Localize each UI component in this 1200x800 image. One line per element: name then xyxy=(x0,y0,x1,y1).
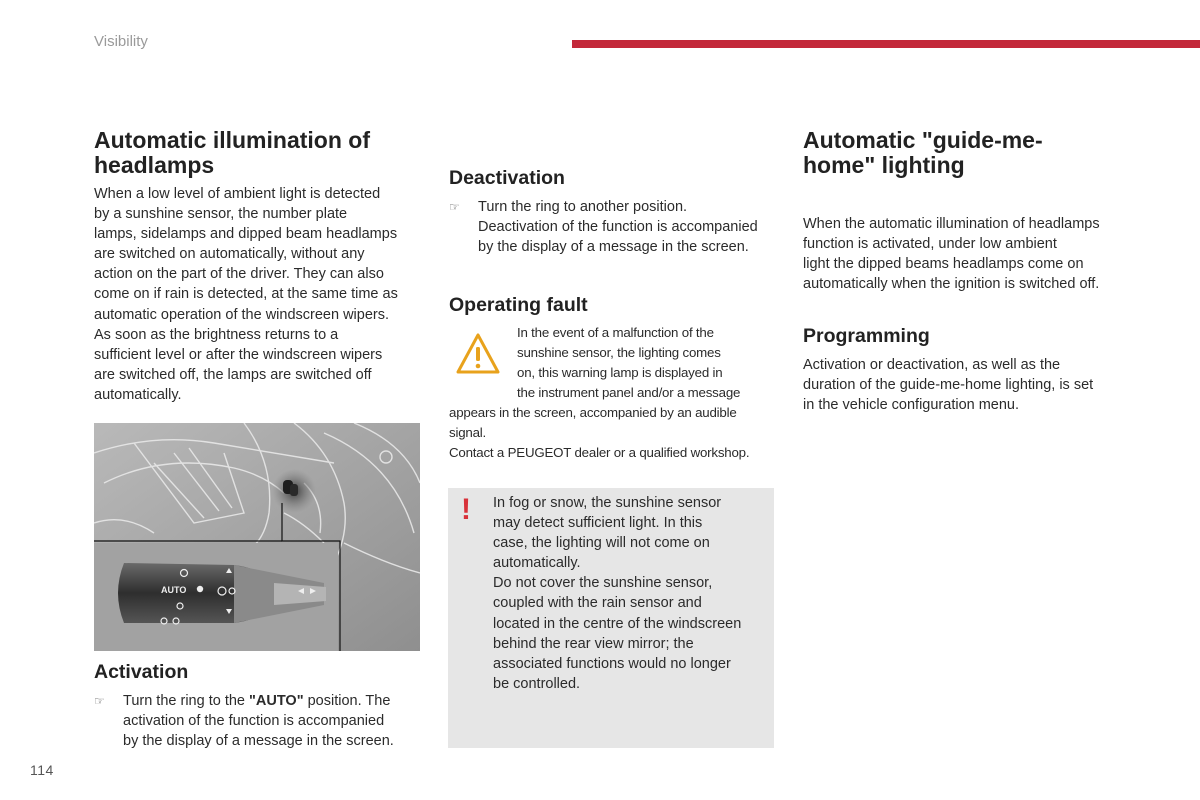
programming-line: duration of the guide-me-home lighting, is set xyxy=(803,377,1094,394)
deactivation-text xyxy=(449,197,779,257)
activation-line1-post: position. The xyxy=(303,693,391,709)
fault-text-indented xyxy=(517,323,777,403)
intro-line: automatically. xyxy=(94,386,182,403)
note-line: Do not cover the sunshine sensor, xyxy=(493,575,713,592)
fault-line: the instrument panel and/or a message xyxy=(517,385,741,401)
programming-heading: Programming xyxy=(803,325,930,347)
illustration-svg xyxy=(94,423,420,651)
note-line: In fog or snow, the sunshine sensor xyxy=(493,495,722,511)
note-line: be controlled. xyxy=(493,675,581,692)
intro-line: As soon as the brightness returns to a xyxy=(94,326,339,343)
right-title xyxy=(803,128,1143,178)
fault-line: Contact a PEUGEOT dealer or a qualified workshop. xyxy=(449,445,750,461)
note-line: may detect sufficient light. In this xyxy=(493,515,703,532)
note-line: located in the centre of the windscreen xyxy=(493,615,742,632)
fault-line: appears in the screen, accompanied by an audible xyxy=(449,405,737,420)
intro-line: When a low level of ambient light is detected xyxy=(94,186,381,202)
programming-line: in the vehicle configuration menu. xyxy=(803,397,1020,414)
right-title-line1: Automatic "guide-me- xyxy=(803,127,1043,153)
page-number: 114 xyxy=(30,762,54,778)
intro-line: lamps, sidelamps and dipped beam headlamps xyxy=(94,226,398,243)
left-title-line2: headlamps xyxy=(94,152,215,178)
guide-me-home-text xyxy=(803,214,1143,294)
note-line: case, the lighting will not come on xyxy=(493,535,710,552)
guide-line: function is activated, under low ambient xyxy=(803,236,1057,253)
deactivation-line: by the display of a message in the screen. xyxy=(478,239,749,256)
hand-pointer-icon: ☞ xyxy=(449,200,460,214)
intro-line: come on if rain is detected, at the same time as xyxy=(94,286,398,303)
fault-line: In the event of a malfunction of the xyxy=(517,325,714,340)
note-line: associated functions would no longer xyxy=(493,655,731,672)
section-label: Visibility xyxy=(94,33,148,50)
fault-line: sunshine sensor, the lighting comes xyxy=(517,345,721,361)
activation-text xyxy=(94,691,434,751)
note-line: coupled with the rain sensor and xyxy=(493,595,702,612)
intro-line: by a sunshine sensor, the number plate xyxy=(94,206,348,223)
note-line: automatically. xyxy=(493,555,581,572)
programming-line: Activation or deactivation, as well as the xyxy=(803,357,1061,373)
guide-line: When the automatic illumination of headlamps xyxy=(803,216,1100,232)
header-accent-bar xyxy=(572,40,1200,48)
operating-fault-heading: Operating fault xyxy=(449,294,588,316)
left-title xyxy=(94,128,434,178)
activation-lines xyxy=(123,691,394,751)
auto-label: AUTO xyxy=(161,585,187,595)
activation-line3: by the display of a message in the screen. xyxy=(123,733,394,750)
left-title-line1: Automatic illumination of xyxy=(94,127,370,153)
hand-pointer-icon: ☞ xyxy=(94,694,105,708)
intro-line: are switched off, the lamps are switched off xyxy=(94,366,372,383)
deactivation-lines xyxy=(478,197,758,257)
guide-line: automatically when the ignition is switched off. xyxy=(803,276,1100,293)
activation-bullet xyxy=(94,691,434,751)
intro-line: automatic operation of the windscreen wipers. xyxy=(94,306,389,323)
deactivation-bullet xyxy=(449,197,779,257)
right-title-line2: home" lighting xyxy=(803,152,965,178)
activation-line1 xyxy=(123,691,394,711)
fault-text-full xyxy=(449,403,779,463)
note-text xyxy=(493,493,768,694)
intro-line: are switched on automatically, without any xyxy=(94,246,365,263)
intro-line: sufficient level or after the windscreen wipers xyxy=(94,346,383,363)
activation-line2: activation of the function is accompanied xyxy=(123,713,385,730)
fault-line: on, this warning lamp is displayed in xyxy=(517,365,723,381)
note-line: behind the rear view mirror; the xyxy=(493,635,694,652)
exclamation-icon: ! xyxy=(461,493,471,526)
programming-text xyxy=(803,355,1143,415)
deactivation-line: Turn the ring to another position. xyxy=(478,199,688,215)
activation-heading: Activation xyxy=(94,661,189,683)
light-control-stalk-illustration xyxy=(94,423,420,651)
deactivation-heading: Deactivation xyxy=(449,167,565,189)
intro-line: action on the part of the driver. They can also xyxy=(94,266,384,283)
fault-line: signal. xyxy=(449,425,487,441)
deactivation-line: Deactivation of the function is accompanied xyxy=(478,219,758,236)
guide-line: light the dipped beams headlamps come on xyxy=(803,256,1084,273)
activation-line1-pre: Turn the ring to the xyxy=(123,693,250,709)
auto-position-label: "AUTO" xyxy=(249,693,304,709)
warning-triangle-icon xyxy=(455,332,501,376)
left-intro xyxy=(94,184,434,405)
